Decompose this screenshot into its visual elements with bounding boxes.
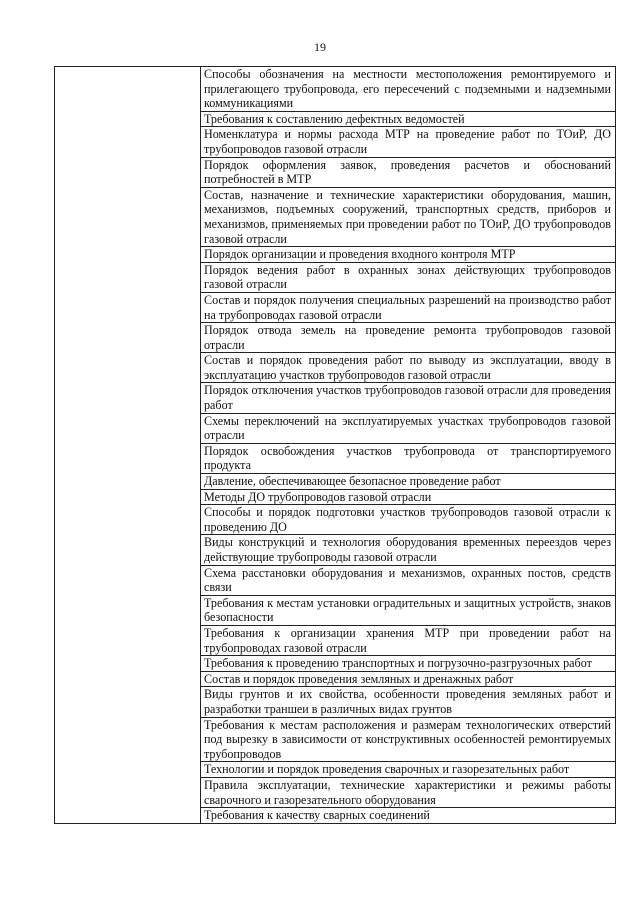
table-cell: Технологии и порядок проведения сварочных и газорезательных работ — [201, 762, 616, 778]
page-number: 19 — [314, 40, 326, 54]
requirements-table — [54, 66, 616, 824]
table-cell: Виды грунтов и их свойства, особенности проведения земляных работ и разработки траншеи в различных видах грунтов — [201, 687, 616, 717]
table-row — [55, 67, 616, 112]
table-cell: Требования к местам установки оградительных и защитных устройств, знаков безопасности — [201, 595, 616, 625]
table-cell: Требования к организации хранения МТР при проведении работ на трубопроводах газовой отрасли — [201, 625, 616, 655]
table-cell: Состав, назначение и технические характеристики оборудования, машин, механизмов, подъемных сооружений, транспортных средств, приборов и механизмов, применяемых при проведении работ по ТОиР, ДО трубопроводов газовой отрасли — [201, 187, 616, 246]
table-cell: Состав и порядок проведения работ по выводу из эксплуатации, вводу в эксплуатацию участков трубопроводов газовой отрасли — [201, 353, 616, 383]
table-cell: Требования к местам расположения и размерам технологических отверстий под вырезку в зависимости от конструктивных особенностей ремонтируемых трубопроводов — [201, 717, 616, 762]
table-cell: Требования к проведению транспортных и погрузочно-разгрузочных работ — [201, 656, 616, 672]
table-cell: Порядок отвода земель на проведение ремонта трубопроводов газовой отрасли — [201, 323, 616, 353]
table-cell: Номенклатура и нормы расхода МТР на проведение работ по ТОиР, ДО трубопроводов газовой отрасли — [201, 127, 616, 157]
table-cell: Состав и порядок проведения земляных и дренажных работ — [201, 671, 616, 687]
table-left-column-cell — [55, 67, 201, 824]
table-cell: Способы и порядок подготовки участков трубопроводов газовой отрасли к проведению ДО — [201, 505, 616, 535]
table-cell: Схемы переключений на эксплуатируемых участках трубопроводов газовой отрасли — [201, 413, 616, 443]
table-cell: Схема расстановки оборудования и механизмов, охранных постов, средств связи — [201, 565, 616, 595]
table-cell: Способы обозначения на местности местоположения ремонтируемого и прилегающего трубопровода, его пересечений с подземными и надземными коммуникациями — [201, 67, 616, 112]
table-cell: Требования к качеству сварных соединений — [201, 808, 616, 824]
table-cell: Состав и порядок получения специальных разрешений на производство работ на трубопроводах газовой отрасли — [201, 292, 616, 322]
table-cell: Требования к составлению дефектных ведомостей — [201, 111, 616, 127]
table-cell: Порядок организации и проведения входного контроля МТР — [201, 247, 616, 263]
table-cell: Порядок оформления заявок, проведения расчетов и обоснований потребностей в МТР — [201, 157, 616, 187]
table-cell: Порядок освобождения участков трубопровода от транспортируемого продукта — [201, 443, 616, 473]
table-cell: Виды конструкций и технология оборудования временных переездов через действующие трубопроводы газовой отрасли — [201, 535, 616, 565]
table-cell: Правила эксплуатации, технические характеристики и режимы работы сварочного и газорезательного оборудования — [201, 777, 616, 807]
table-cell: Давление, обеспечивающее безопасное проведение работ — [201, 474, 616, 490]
table-cell: Методы ДО трубопроводов газовой отрасли — [201, 489, 616, 505]
table-cell: Порядок отключения участков трубопроводов газовой отрасли для проведения работ — [201, 383, 616, 413]
table-cell: Порядок ведения работ в охранных зонах действующих трубопроводов газовой отрасли — [201, 262, 616, 292]
